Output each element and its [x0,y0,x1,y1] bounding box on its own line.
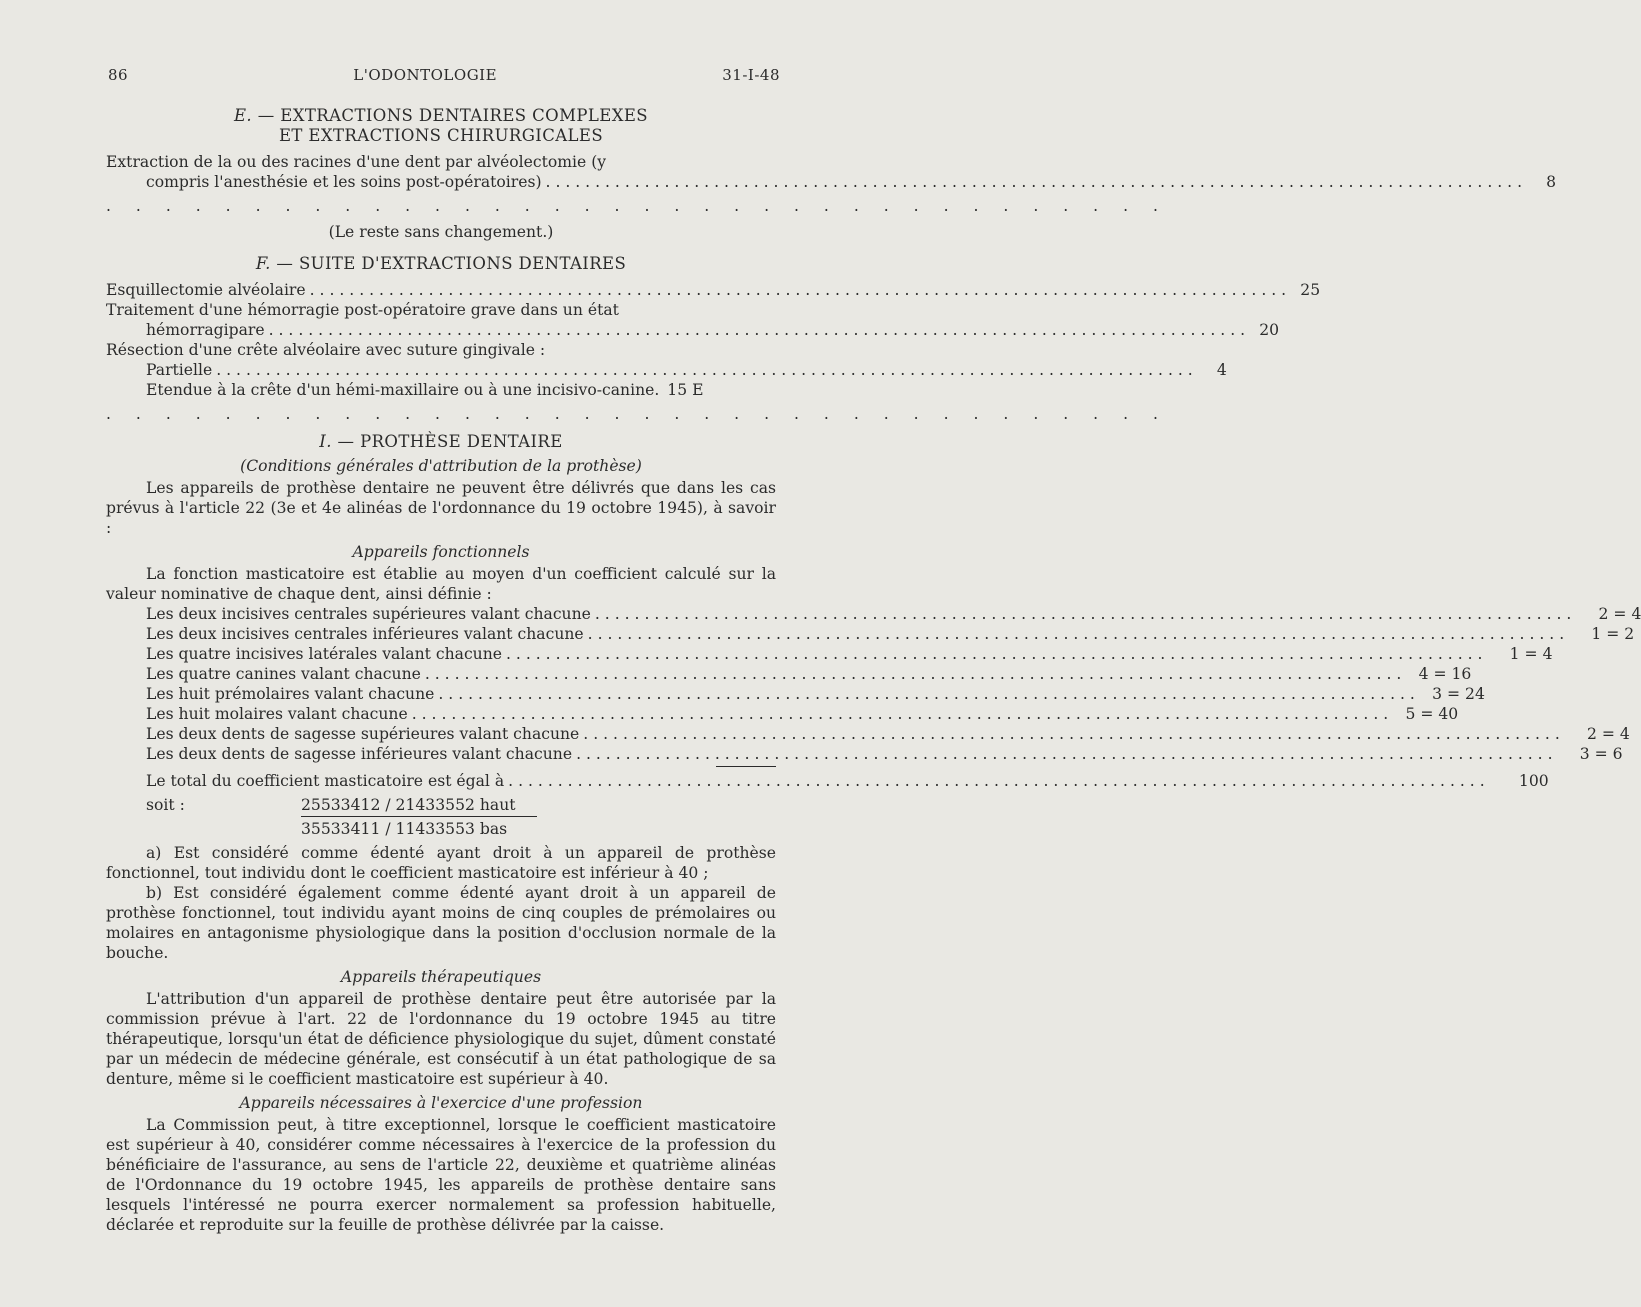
item-value: 20 [1259,321,1280,339]
running-header [108,66,780,84]
dot-leader [595,604,1572,624]
condition-a: a) Est considéré comme édenté ayant droit à un appareil de prothèse fonctionnel, tout individu dont le coefficient masticatoire est inférieur à 40 ; [106,844,776,882]
coef-label: Les deux incisives centrales supérieures valant chacune [146,605,591,623]
dot-leader [425,664,1402,684]
dot-leader [508,771,1485,791]
coefficient-list [106,604,1641,764]
section-e-note: (Le reste sans changement.) [328,223,554,241]
item-label: Esquillectomie alvéolaire [106,281,306,299]
section-f-item: Résection d'une crête alvéolaire avec suture gingivale : [106,341,546,359]
page-number: 86 [108,66,129,84]
profession-text: La Commission peut, à titre exceptionnel, lorsque le coefficient masticatoire est supérieur à 40, considérer comme nécessaires à l'exercice de la profession du bénéficiaire de l'assurance, au sens de l'article 22, deuxième et quatrième alinéas de l'Ordonnance du 19 octobre 1945, les appareils de prothèse dentaire sans lesquels l'intéressé ne pourra exercer normalement sa profession habituelle, déclarée et reproduite sur la feuille de prothèse délivrée par la caisse. [106,1116,776,1234]
coefficient-row [106,724,1630,744]
coef-value: 1 = 4 [1509,645,1553,663]
section-f-list [106,280,1321,400]
dot-leader [546,172,1523,192]
section-f-title [106,254,776,274]
dot-leader [506,644,1483,664]
elision-dots: . . . . . . . . . . . . . . . . . . . . . . . . . . . . . . . . . . . . [106,197,1168,215]
section-i-intro: Les appareils de prothèse dentaire ne peuvent être délivrés que dans les cas prévus à l'article 22 (3e et 4e alinéas de l'ordonnance du 19 octobre 1945), à savoir : [106,479,776,537]
section-e-letter: E. [233,106,253,125]
coefficient-row [106,744,1623,764]
coef-value: 5 = 40 [1405,705,1459,723]
coef-label: Les deux dents de sagesse supérieures valant chacune [146,725,580,743]
dot-leader [412,704,1389,724]
coef-value: 2 = 4 [1586,725,1630,743]
coefficient-row [106,604,1641,624]
coef-value: 3 = 24 [1432,685,1485,703]
section-e-title-line2: ET EXTRACTIONS CHIRURGICALES [278,126,604,145]
section-i-letter: I. [319,432,332,451]
dental-formula [106,795,776,843]
fonctionnels-intro: La fonction masticatoire est établie au moyen d'un coefficient calculé sur la valeur nominative de chaque dent, ainsi définie : [106,565,776,603]
item-label: hémorragipare [146,321,265,339]
formula-bar [301,816,537,817]
section-e-title-line1: — EXTRACTIONS DENTAIRES COMPLEXES [257,106,648,125]
item-value: 4 [1216,361,1227,379]
profession-title: Appareils nécessaires à l'exercice d'une profession [239,1094,643,1112]
item-label: Etendue à la crête d'un hémi-maxillaire ou à une incisivo-canine. [146,381,660,399]
therapeutiques-title: Appareils thérapeutiques [340,968,542,986]
dot-leader [216,360,1193,380]
coef-label: Les deux dents de sagesse inférieures valant chacune [146,745,573,763]
coef-label: Les huit prémolaires valant chacune [146,685,435,703]
coefficient-row [106,684,1485,704]
section-e-item-value: 8 [1546,173,1557,191]
dot-leader [438,684,1415,704]
dot-leader [310,280,1287,300]
section-e-item [106,172,1557,192]
coef-value: 3 = 6 [1579,745,1623,763]
coef-label: Les quatre incisives latérales valant chacune [146,645,502,663]
section-i-subtitle: (Conditions générales d'attribution de la prothèse) [240,457,642,475]
total-label: Le total du coefficient masticatoire est égal à [146,772,505,790]
total-rule [716,766,776,767]
section-f-item [106,380,776,400]
page-content [106,106,1641,1235]
section-f-item [106,280,1321,300]
section-f-item: Traitement d'une hémorragie post-opératoire grave dans un état [106,301,619,319]
fonctionnels-title: Appareils fonctionnels [352,543,530,561]
section-f-item [106,320,1280,340]
item-value: 25 [1300,281,1321,299]
section-i-title [106,432,776,452]
section-f-title-text: — SUITE D'EXTRACTIONS DENTAIRES [276,254,627,273]
issue-date: 31-I-48 [722,66,780,84]
section-f-item [106,360,1227,380]
section-e-title [106,106,776,126]
soit-label: soit : [146,796,185,814]
dot-leader [576,744,1553,764]
coef-label: Les huit molaires valant chacune [146,705,408,723]
therapeutiques-text: L'attribution d'un appareil de prothèse dentaire peut être autorisée par la commission prévue à l'art. 22 de l'ordonnance du 19 octobre 1945 au titre thérapeutique, lorsqu'un état de déficience physiologique du sujet, dûment constaté par un médecin de médecine générale, est consécutif à un état pathologique de sa denture, même si le coefficient masticatoire est supérieur à 40. [106,990,776,1088]
coef-value: 2 = 4 [1598,605,1641,623]
coefficient-row [106,704,1459,724]
elision-dots: . . . . . . . . . . . . . . . . . . . . . . . . . . . . . . . . . . . . [106,405,1168,423]
coef-value: 4 = 16 [1418,665,1472,683]
formula-top: 25533412 / 21433552 haut [301,796,516,814]
formula-bottom: 35533411 / 11433553 bas [301,820,508,838]
section-e-item-line1: Extraction de la ou des racines d'une dent par alvéolectomie (y [106,153,607,171]
coef-label: Les quatre canines valant chacune [146,665,421,683]
coefficient-row [106,664,1472,684]
total-row [106,771,1549,791]
coefficient-row [106,644,1553,664]
item-label: Partielle [146,361,213,379]
section-i-title-text: — PROTHÈSE DENTAIRE [337,432,563,451]
dot-leader [588,624,1565,644]
journal-title: L'ODONTOLOGIE [353,66,498,84]
coef-label: Les deux incisives centrales inférieures valant chacune [146,625,584,643]
coefficient-row [106,624,1635,644]
dot-leader [269,320,1246,340]
coef-value: 1 = 2 [1591,625,1635,643]
item-value: 15 E [667,381,704,399]
section-f-letter: F. [255,254,271,273]
condition-b: b) Est considéré également comme édenté ayant droit à un appareil de prothèse fonctionnel, tout individu ayant moins de cinq couples de prémolaires ou molaires en antagonisme physiologique dans la position d'occlusion normale de la bouche. [106,884,776,962]
section-e-item-line2: compris l'anesthésie et les soins post-opératoires) [146,173,542,191]
dot-leader [583,724,1560,744]
total-value: 100 [1518,772,1549,790]
